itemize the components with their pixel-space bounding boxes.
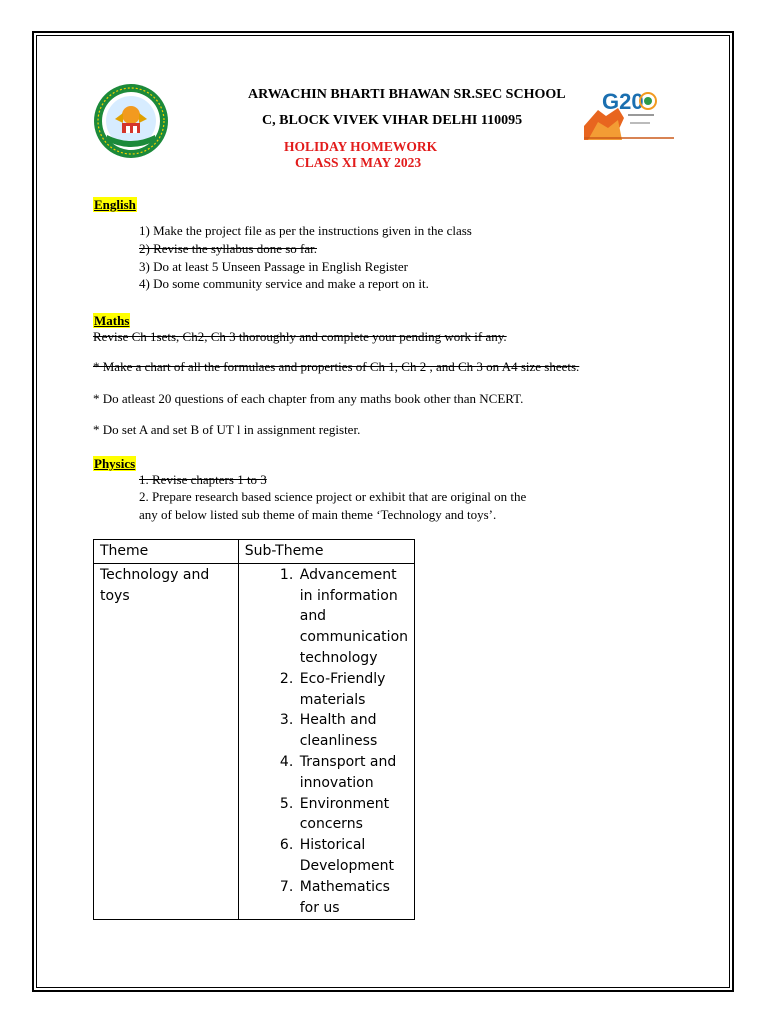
theme-table — [93, 539, 415, 920]
sub-theme-list — [245, 565, 408, 919]
list-item: 4. Transport and innovation — [298, 752, 408, 794]
english-item-3: 3) Do at least 5 Unseen Passage in English Register — [139, 259, 408, 274]
sub-theme-cell — [238, 563, 414, 920]
maths-item-3: * Do atleast 20 questions of each chapter from any maths book other than NCERT. — [93, 391, 524, 406]
header-theme: Theme — [94, 540, 239, 564]
g20-logo-text: G20 — [602, 89, 644, 114]
theme-cell: Technology and toys — [94, 563, 239, 920]
maths-item-4: * Do set A and set B of UT l in assignment register. — [93, 422, 361, 437]
physics-item-2: 2. Prepare research based science project or exhibit that are original on the — [139, 489, 527, 504]
table-row — [94, 563, 415, 920]
maths-item-2: * Make a chart of all the formulaes and properties of Ch 1, Ch 2 , and Ch 3 on A4 size sheets. — [93, 359, 580, 374]
maths-item-1: Revise Ch 1sets, Ch2, Ch 3 thoroughly and complete your pending work if any. — [93, 329, 507, 344]
english-item-2: 2) Revise the syllabus done so far. — [139, 241, 317, 256]
english-item-1: 1) Make the project file as per the instructions given in the class — [139, 223, 472, 238]
english-item-4: 4) Do some community service and make a report on it. — [139, 276, 429, 291]
physics-heading: Physics — [94, 456, 136, 471]
maths-heading: Maths — [94, 313, 130, 328]
class-title: CLASS XI MAY 2023 — [295, 155, 422, 170]
physics-item-1: 1. Revise chapters 1 to 3 — [139, 472, 267, 487]
english-heading: English — [94, 197, 136, 212]
g20-logo — [584, 88, 676, 140]
list-item: 1. Advancement in information and communication technology — [298, 565, 408, 669]
list-item: 6. Historical Development — [298, 835, 408, 877]
homework-title: HOLIDAY HOMEWORK — [284, 139, 438, 154]
physics-item-2-cont: any of below listed sub theme of main theme ‘Technology and toys’. — [139, 507, 497, 522]
list-item: 7. Mathematics for us — [298, 877, 408, 919]
table-header-row — [94, 540, 415, 564]
school-address: C, BLOCK VIVEK VIHAR DELHI 110095 — [262, 113, 523, 128]
list-item: 5. Environment concerns — [298, 794, 408, 836]
list-item: 2. Eco-Friendly materials — [298, 669, 408, 711]
school-name: ARWACHIN BHARTI BHAWAN SR.SEC SCHOOL — [248, 87, 566, 102]
header-sub-theme: Sub-Theme — [238, 540, 414, 564]
school-emblem-logo — [93, 83, 169, 159]
list-item: 3. Health and cleanliness — [298, 710, 408, 752]
